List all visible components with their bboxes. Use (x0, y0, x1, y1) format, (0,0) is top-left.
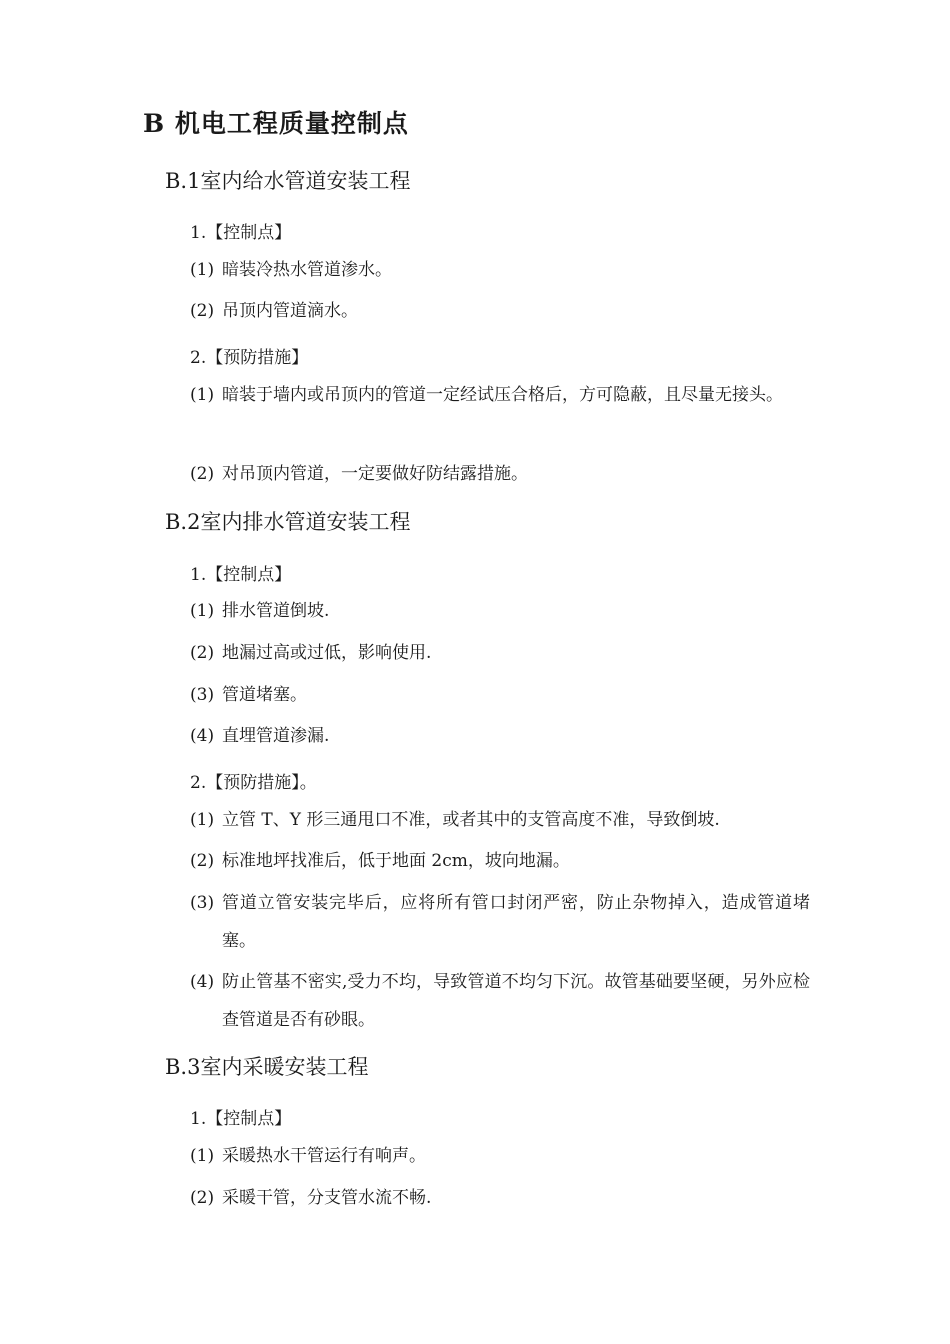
list-item (190, 251, 810, 289)
item-number: (1) (190, 1146, 215, 1166)
list-item (190, 1137, 810, 1175)
item-number: (3) (190, 685, 215, 705)
section-heading-b1: B.1室内给水管道安装工程 (165, 169, 411, 193)
item-number: (2) (190, 851, 215, 871)
b2-control-label: 1.【控制点】 (190, 565, 292, 585)
item-number: (3) (190, 893, 215, 913)
list-item (190, 634, 810, 672)
list-item (190, 676, 810, 714)
item-number: (1) (190, 601, 215, 621)
item-text: 对吊顶内管道，一定要做好防结露措施。 (222, 464, 528, 484)
list-item (190, 455, 810, 493)
list-item (190, 376, 810, 414)
item-number: (2) (190, 464, 215, 484)
b1-control-label: 1.【控制点】 (190, 223, 292, 243)
item-number: (1) (190, 385, 215, 405)
item-number: (1) (190, 810, 215, 830)
b3-control-label: 1.【控制点】 (190, 1109, 292, 1129)
page-title: B 机电工程质量控制点 (143, 109, 409, 138)
item-number: (2) (190, 1188, 215, 1208)
item-number: (4) (190, 972, 215, 992)
item-text: 采暖干管，分支管水流不畅. (222, 1188, 432, 1208)
item-text: 防止管基不密实,受力不均，导致管道不均匀下沉。故管基础要坚硬，另外应检查管道是否有砂眼。 (222, 972, 810, 1030)
item-text: 立管 T、Y 形三通甩口不准，或者其中的支管高度不准，导致倒坡. (222, 810, 720, 830)
list-item (190, 963, 810, 1039)
item-number: (4) (190, 726, 215, 746)
item-text: 直埋管道渗漏. (222, 726, 330, 746)
list-item (190, 801, 810, 839)
b1-prevent-label: 2.【预防措施】 (190, 348, 309, 368)
item-text: 标准地坪找准后，低于地面 2cm，坡向地漏。 (222, 851, 570, 871)
item-text: 暗装冷热水管道渗水。 (222, 260, 392, 280)
b2-prevent-label: 2.【预防措施】。 (190, 773, 317, 793)
item-text: 吊顶内管道滴水。 (222, 301, 358, 321)
item-number: (2) (190, 301, 215, 321)
list-item (190, 842, 810, 880)
item-text: 管道立管安装完毕后，应将所有管口封闭严密，防止杂物掉入，造成管道堵塞。 (222, 893, 810, 951)
item-text: 采暖热水干管运行有响声。 (222, 1146, 426, 1166)
item-number: (1) (190, 260, 215, 280)
list-item (190, 292, 810, 330)
list-item (190, 717, 810, 755)
section-heading-b2: B.2室内排水管道安装工程 (165, 510, 411, 534)
item-text: 地漏过高或过低，影响使用. (222, 643, 432, 663)
item-number: (2) (190, 643, 215, 663)
list-item (190, 884, 810, 960)
item-text: 排水管道倒坡. (222, 601, 330, 621)
item-text: 管道堵塞。 (222, 685, 307, 705)
list-item (190, 1179, 810, 1217)
list-item (190, 592, 810, 630)
section-heading-b3: B.3室内采暖安装工程 (165, 1055, 369, 1079)
item-text: 暗装于墙内或吊顶内的管道一定经试压合格后，方可隐蔽，且尽量无接头。 (222, 385, 783, 405)
